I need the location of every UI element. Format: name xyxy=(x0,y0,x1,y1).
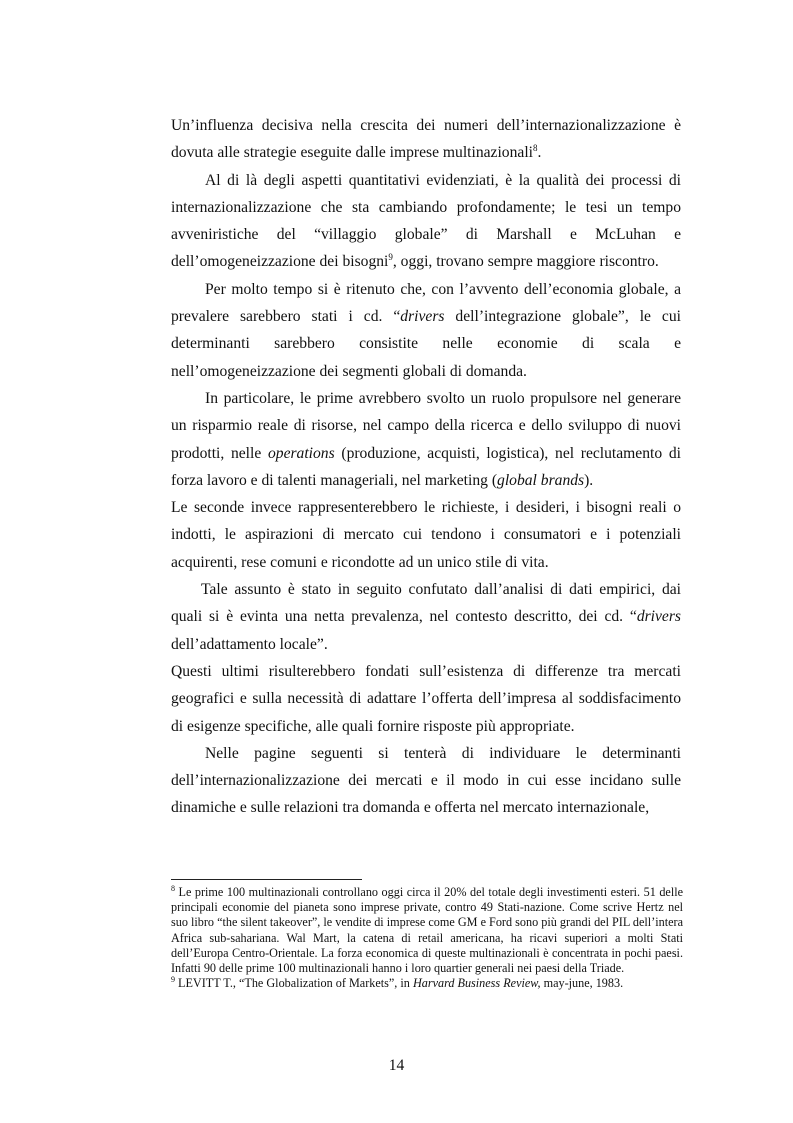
text-run: , oggi, trovano sempre maggiore riscontro. xyxy=(392,253,659,271)
italic-term: operations xyxy=(267,444,335,462)
paragraph-p3 xyxy=(171,276,681,385)
italic-term: global brands xyxy=(497,471,585,489)
text-run: dell’integrazione globale”, le cui determinanti sarebbero consistite nelle economie di scala e nell’omogeneizzazione dei segmenti globali di domanda. xyxy=(171,308,681,380)
text-run: may-june, 1983. xyxy=(540,976,624,991)
body-text xyxy=(171,112,681,822)
footnote-ref: 8 xyxy=(533,143,538,154)
paragraph-p6 xyxy=(171,576,681,658)
footnote-ref: 9 xyxy=(388,252,393,263)
page-number: 14 xyxy=(388,1057,405,1074)
paragraph-p1 xyxy=(171,112,681,167)
text-run: Le seconde invece rappresenterebbero le richieste, i desideri, i bisogni reali o indotti, le aspirazioni di mercato cui tendono i consumatori e i potenziali acquirenti, rese comuni e ricondotte ad un unico stile di vita. xyxy=(171,499,681,571)
text-run: ). xyxy=(584,471,594,489)
footnotes xyxy=(171,885,683,991)
footnote-fn8 xyxy=(171,885,683,976)
text-run: dell’adattamento locale”. xyxy=(171,635,328,653)
text-run: Al di là degli aspetti quantitativi evidenziati, è la qualità dei processi di internazionalizzazione che sta cambiando profondamente; le tesi un tempo avveniristiche del “villaggio globale” di Marshall e McLuhan e dell’omogeneizzazione dei bisogni xyxy=(171,171,681,271)
text-run: In particolare, le prime avrebbero svolto un ruolo propulsore nel generare un risparmio reale di risorse, nel campo della ricerca e dello sviluppo di nuovi prodotti, nelle xyxy=(171,389,681,462)
text-run: Tale assunto è stato in seguito confutato dall’analisi di dati empirici, dai quali si è evinta una netta prevalenza, nel contesto descritto, dei cd. “ xyxy=(171,581,681,626)
footnote-fn9 xyxy=(171,976,683,991)
text-run: Questi ultimi risulterebbero fondati sull’esistenza di differenze tra mercati geografici e sulla necessità di adattare l’offerta dell’impresa al soddisfacimento di esigenze specifiche, alle quali fornire risposte più appropriate. xyxy=(171,662,681,735)
italic-term: drivers xyxy=(400,308,445,326)
footnote-separator xyxy=(171,879,362,880)
footnote-ref: 8 xyxy=(171,884,175,893)
paragraph-p8 xyxy=(171,740,681,822)
paragraph-p4 xyxy=(171,385,681,494)
footnote-ref: 9 xyxy=(171,975,175,985)
italic-term: drivers xyxy=(636,608,681,626)
text-run: Per molto tempo si è ritenuto che, con l’avvento dell’economia globale, a prevalere sarebbero stati i cd. “ xyxy=(171,280,681,326)
paragraph-p5 xyxy=(171,494,681,576)
text-run: LEVITT T., “The Globalization of Markets”, in xyxy=(175,976,413,991)
paragraph-p7 xyxy=(171,658,681,740)
text-run: . xyxy=(537,144,542,162)
text-run: Nelle pagine seguenti si tenterà di individuare le determinanti dell’internazionalizzazione dei mercati e il modo in cui esse incidano sulle dinamiche e sulle relazioni tra domanda e offerta nel mercato internazionale, xyxy=(171,744,681,817)
text-run: Le prime 100 multinazionali controllano oggi circa il 20% del totale degli investimenti esteri. 51 delle principali economie del pianeta sono imprese private, contro 49 Stati-nazione. Come scrive Hertz nel suo libro “the silent takeover”, le vendite di imprese come GM e Ford sono più grandi del PIL dell’intera Africa sub-sahariana. Wal Mart, la catena di retail americana, ha ricavi superiori a molti Stati dell’Europa Centro-Orientale. La forza economica di queste multinazionali è concentrata in pochi paesi. Infatti 90 delle prime 100 multinazionali hanno i loro quartier generali nei paesi della Triade. xyxy=(171,885,683,976)
paragraph-p2 xyxy=(171,167,681,276)
italic-term: Harvard Business Review, xyxy=(412,976,541,991)
text-run: Un’influenza decisiva nella crescita dei numeri dell’internazionalizzazione è dovuta alle strategie eseguite dalle imprese multinazionali xyxy=(171,117,681,162)
text-run: (produzione, acquisti, logistica), nel reclutamento di forza lavoro e di talenti manageriali, nel marketing ( xyxy=(171,444,681,489)
